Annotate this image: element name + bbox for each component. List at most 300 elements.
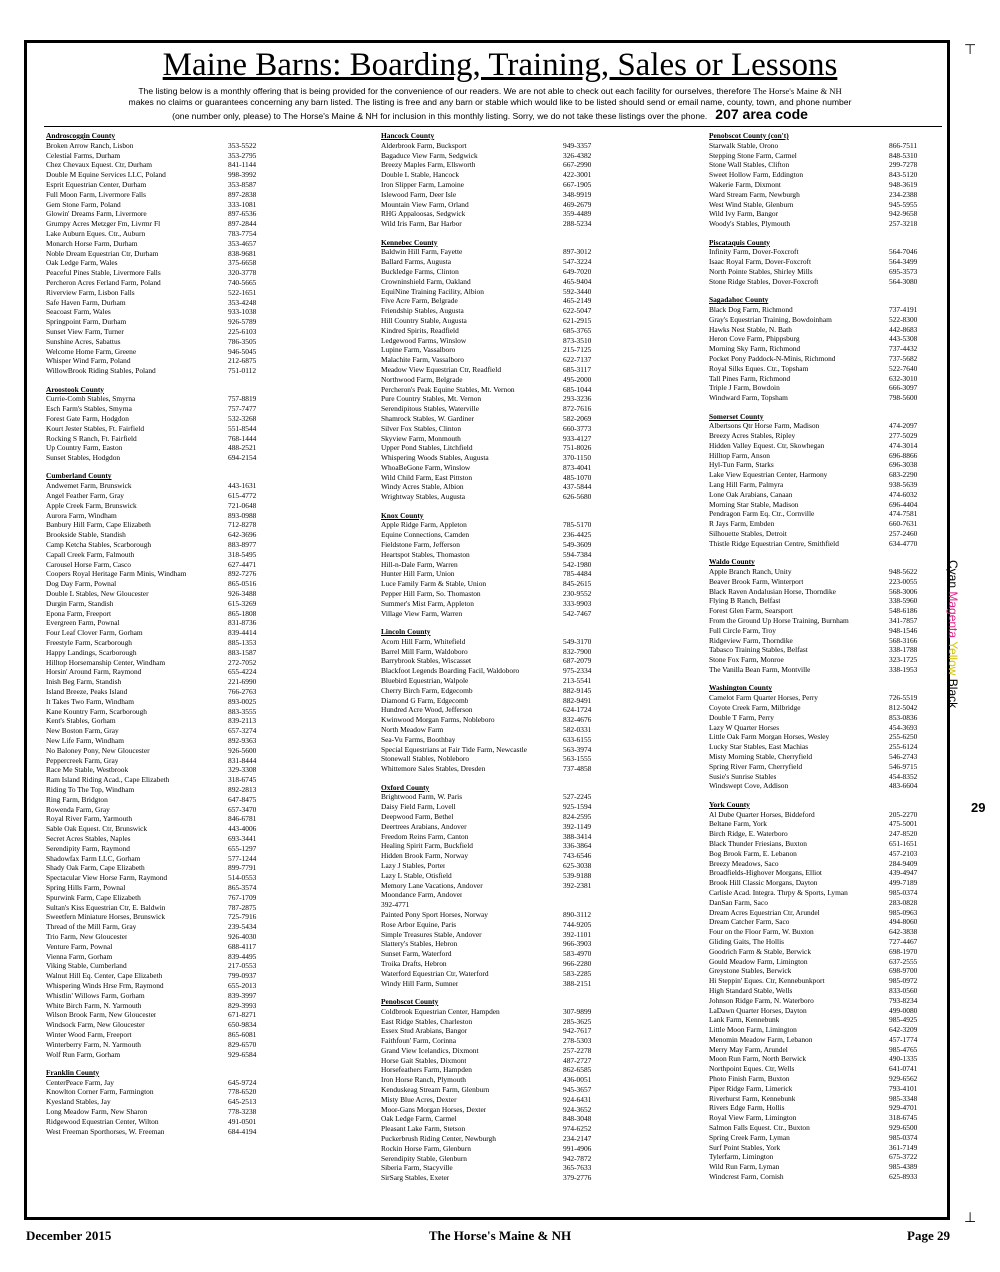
barn-name: Beltane Farm, York — [709, 819, 767, 829]
barn-phone: 948-1546 — [889, 625, 918, 635]
barn-phone: 655-1297 — [228, 843, 257, 853]
barn-phone: 985-4765 — [889, 1044, 918, 1054]
barn-name: Luce Family Farm & Stable, Union — [381, 579, 487, 589]
barn-phone: 737-5682 — [889, 353, 918, 363]
barn-name: WhoaBeGone Farm, Winslow — [381, 462, 471, 472]
barn-name: Breezy Maples Farm, Ellsworth — [381, 160, 476, 170]
barn-phone: 353-5522 — [228, 140, 257, 150]
barn-listing — [709, 364, 945, 374]
barn-listing — [709, 344, 945, 354]
barn-listing — [709, 529, 945, 539]
barn-listing — [46, 912, 270, 922]
barn-name: Albertsons Qtr Horse Farm, Madison — [709, 421, 820, 431]
barn-name: Siberia Farm, Stacyville — [381, 1163, 453, 1173]
barn-name: Four on the Floor Farm, W. Buxton — [709, 927, 814, 937]
barn-phone: 892-9363 — [228, 736, 257, 745]
barn-name: Rocking S Ranch, Ft. Fairfield — [46, 433, 137, 443]
barn-phone: 474-3014 — [889, 440, 918, 450]
barn-listing — [709, 587, 945, 597]
county-heading: Cumberland County — [46, 471, 112, 481]
barn-listing — [709, 1035, 945, 1045]
barn-listing — [46, 765, 270, 775]
barn-name: Brook Hill Classic Morgans, Dayton — [709, 878, 818, 888]
barn-name: Flying B Ranch, Belfast — [709, 596, 781, 606]
barn-phone: 768-1444 — [228, 433, 257, 443]
barn-listing — [46, 716, 270, 726]
barn-phone: 843-5120 — [889, 170, 918, 180]
barn-phone: 942-9658 — [889, 209, 918, 219]
barn-name: East Ridge Stables, Charleston — [381, 1016, 473, 1026]
intro-line1b: The Horse's Maine & NH — [753, 86, 842, 96]
barn-name: Percheron's Peak Equine Stables, Mt. Vernon — [381, 384, 515, 394]
barn-name: New Boston Farm, Gray — [46, 726, 119, 736]
barn-name: Hunter Hill Farm, Union — [381, 569, 455, 579]
barn-phone: 353-2795 — [228, 150, 257, 160]
barn-listing — [709, 1064, 945, 1074]
barn-listing — [709, 470, 945, 480]
barn-phone: 642-3696 — [228, 530, 257, 540]
county-heading: Washington County — [709, 683, 773, 693]
barn-name: Starwalk Stable, Orono — [709, 140, 779, 150]
barn-listing — [381, 851, 621, 861]
barn-listing — [709, 577, 945, 587]
barn-name: Apple Creek Farm, Brunswick — [46, 500, 137, 510]
barn-listing — [46, 239, 270, 249]
barn-listing — [381, 550, 621, 560]
barn-name: Wild Child Farm, East Pittston — [381, 472, 473, 482]
barn-phone: 333-9903 — [563, 598, 592, 608]
barn-name: Misty Blue Acres, Dexter — [381, 1094, 457, 1104]
barn-phone: 853-0836 — [889, 712, 918, 722]
barn-listing — [46, 628, 270, 638]
barn-phone: 532-3268 — [228, 413, 257, 423]
barn-listing — [46, 209, 270, 219]
barn-listing — [709, 636, 945, 646]
barn-name: Painted Pony Sport Horses, Norway — [381, 909, 488, 919]
barn-name: Kyesland Stables, Jay — [46, 1097, 111, 1107]
barn-phone: 938-5639 — [889, 480, 918, 490]
barn-listing — [709, 976, 945, 986]
barn-name: Sea-Vu Farms, Boothbay — [381, 734, 456, 744]
barn-listing — [46, 511, 270, 521]
barn-phone: 991-4906 — [563, 1143, 592, 1153]
barn-listing — [46, 746, 270, 756]
barn-listing — [46, 160, 270, 170]
barn-phone: 657-3470 — [228, 804, 257, 814]
barn-listing — [709, 878, 945, 888]
barn-phone: 799-0937 — [228, 971, 257, 981]
barn-phone: 353-4248 — [228, 297, 257, 307]
barn-phone: 926-4030 — [228, 931, 257, 941]
county-section — [709, 238, 945, 287]
barn-name: Sweet Hollow Farm, Eddington — [709, 170, 804, 180]
county-section — [381, 131, 621, 229]
barn-name: Ledgewood Farms, Winslow — [381, 335, 467, 345]
barn-name: Wild Run Farm, Lyman — [709, 1162, 780, 1172]
barn-listing — [709, 1025, 945, 1035]
barn-listing — [46, 530, 270, 540]
intro-line3 — [110, 108, 870, 123]
barn-phone: 277-5029 — [889, 431, 918, 441]
barn-name: Viking Stable, Cumberland — [46, 961, 127, 971]
barn-phone: 787-2875 — [228, 902, 257, 912]
barn-name: Rose Arbor Equine, Paris — [381, 919, 457, 929]
barn-name: Epona Farm, Freeport — [46, 608, 112, 618]
barn-listing — [709, 451, 945, 461]
barn-listing — [46, 249, 270, 259]
barn-phone: 695-3573 — [889, 266, 918, 276]
barn-name: Andwemet Farm, Brunswick — [46, 481, 132, 491]
barn-listing — [381, 316, 621, 326]
barn-name: Silver Fox Stables, Clinton — [381, 423, 462, 433]
barn-listing — [709, 247, 945, 257]
barn-phone: 494-8060 — [889, 917, 918, 927]
county-section — [709, 800, 945, 1182]
barn-listing — [709, 839, 945, 849]
barn-name: Thistle Ridge Equestrian Centre, Smithfield — [709, 538, 839, 548]
barn-listing — [709, 567, 945, 577]
barn-listing — [381, 530, 621, 540]
barn-name: Hill Country Stable, Augusta — [381, 315, 467, 325]
barn-phone: 299-7278 — [889, 160, 918, 170]
barn-phone: 626-5680 — [563, 492, 592, 502]
barn-phone: 236-4425 — [563, 530, 592, 540]
barn-name: 392-4771 — [381, 900, 410, 910]
barn-name: Black Raven Andalusian Horse, Thorndike — [709, 586, 836, 596]
barn-listing — [709, 1103, 945, 1113]
county-heading: Franklin County — [46, 1067, 100, 1077]
barn-listing — [381, 939, 621, 949]
barn-name: Gray's Equestrian Training, Bowdoinham — [709, 314, 832, 324]
barn-phone: 551-8544 — [228, 423, 257, 433]
barn-name: Kent's Stables, Gorham — [46, 716, 116, 726]
barn-listing — [46, 981, 270, 991]
barn-listing — [46, 677, 270, 687]
barn-phone: 671-8271 — [228, 1010, 257, 1020]
barn-listing — [46, 903, 270, 913]
barn-name: Black Thunder Friesians, Buxton — [709, 838, 807, 848]
barn-name: Hilltop Horsemanship Center, Windham — [46, 657, 166, 667]
barn-name: Island Breeze, Peaks Island — [46, 687, 128, 697]
barn-name: Infinity Farm, Dover-Foxcroft — [709, 247, 799, 257]
barn-phone: 829-6570 — [228, 1039, 257, 1049]
barn-name: Carlisle Acad. Integra. Thrpy & Sports, Lyman — [709, 887, 848, 897]
barn-name: Royal View Farm, Limington — [709, 1113, 797, 1123]
barn-listing — [381, 1085, 621, 1095]
barn-phone: 744-9205 — [563, 919, 592, 929]
barn-name: Blackfoot Legends Boarding Facil, Waldoboro — [381, 666, 520, 676]
barn-listing — [46, 785, 270, 795]
barn-phone: 829-3993 — [228, 1000, 257, 1010]
barn-listing — [381, 540, 621, 550]
barn-listing — [709, 626, 945, 636]
barn-listing — [381, 812, 621, 822]
barn-name: Evergreen Farm, Pownal — [46, 618, 120, 628]
barn-listing — [381, 141, 621, 151]
footer-publication: The Horse's Maine & NH — [428, 1228, 572, 1243]
barn-phone: 882-9491 — [563, 695, 592, 705]
barn-phone: 649-7020 — [563, 266, 592, 276]
barn-phone: 359-4489 — [563, 209, 592, 219]
barn-phone: 326-4382 — [563, 150, 592, 160]
barn-phone: 499-0080 — [889, 1005, 918, 1015]
barn-phone: 318-5495 — [228, 549, 257, 559]
barn-name: Sunset Farm, Waterford — [381, 949, 452, 959]
barn-phone: 465-9404 — [563, 276, 592, 286]
barn-phone: 583-2285 — [563, 968, 592, 978]
barn-listing — [381, 520, 621, 530]
barn-phone: 634-4770 — [889, 538, 918, 548]
barn-listing — [709, 257, 945, 267]
barn-phone: 522-8300 — [889, 314, 918, 324]
barn-phone: 318-6745 — [228, 775, 257, 785]
barn-phone: 547-3224 — [563, 257, 592, 267]
barn-name: Troika Drafts, Hebron — [381, 958, 447, 968]
barn-listing — [46, 795, 270, 805]
county-heading: Oxford County — [381, 782, 430, 792]
barn-listing — [709, 947, 945, 957]
barn-phone: 838-9681 — [228, 248, 257, 258]
barn-listing — [381, 326, 621, 336]
barn-phone: 392-2381 — [563, 880, 592, 890]
barn-name: Whispering Woods Stables, Augusta — [381, 453, 489, 463]
registration-mark-top: ⊤ — [964, 43, 977, 58]
barn-phone: 685-3765 — [563, 325, 592, 335]
barn-phone: 985-0374 — [889, 887, 918, 897]
barn-phone: 949-3357 — [563, 140, 592, 150]
barn-phone: 737-4858 — [563, 764, 592, 774]
barn-phone: 627-4471 — [228, 559, 257, 569]
barn-name: Baldwin Hill Farm, Fayette — [381, 247, 463, 257]
intro-line3b: The Horse's Maine & NH for inclusion in this monthly listing. Sorry, we do not take these listings over the phone. — [283, 111, 708, 121]
barn-name: Grand View Icelandics, Dixmont — [381, 1045, 479, 1055]
barn-name: Tabasco Training Stables, Belfast — [709, 645, 808, 655]
barn-phone: 247-8520 — [889, 829, 918, 839]
barn-listing — [381, 453, 621, 463]
barn-phone: 205-2270 — [889, 809, 918, 819]
barn-phone: 948-3619 — [889, 179, 918, 189]
barn-phone: 655-2013 — [228, 980, 257, 990]
barn-name: Apple Branch Ranch, Unity — [709, 567, 792, 577]
barn-listing — [46, 404, 270, 414]
barn-listing — [381, 560, 621, 570]
barn-listing — [46, 307, 270, 317]
county-heading: York County — [709, 799, 750, 809]
barn-listing — [46, 141, 270, 151]
barn-name: Trio Farm, New Gloucester — [46, 931, 128, 941]
barn-phone: 929-6562 — [889, 1074, 918, 1084]
barn-phone: 727-4467 — [889, 936, 918, 946]
barn-phone: 439-4947 — [889, 868, 918, 878]
barn-phone: 255-6124 — [889, 742, 918, 752]
barn-name: Lazy J Stables, Porter — [381, 860, 446, 870]
barn-listing — [381, 920, 621, 930]
barn-phone: 893-0025 — [228, 696, 257, 706]
listing-column-3 — [709, 131, 945, 1190]
barn-listing — [381, 1134, 621, 1144]
barn-listing — [709, 713, 945, 723]
barn-phone: 582-0331 — [563, 725, 592, 734]
barn-listing — [381, 647, 621, 657]
barn-listing — [709, 849, 945, 859]
barn-phone: 883-8977 — [228, 540, 257, 550]
barn-listing — [46, 434, 270, 444]
barn-listing — [381, 492, 621, 502]
barn-listing — [381, 160, 621, 170]
barn-listing — [381, 841, 621, 851]
barn-listing — [709, 190, 945, 200]
barn-name: Isaac Royal Farm, Dover-Foxcroft — [709, 257, 812, 267]
barn-name: Equine Connections, Camden — [381, 530, 470, 540]
barn-phone: 621-2915 — [563, 315, 592, 325]
barn-listing — [381, 979, 621, 989]
barn-phone: 615-3269 — [228, 598, 257, 608]
barn-phone: 457-2103 — [889, 848, 918, 858]
barn-listing — [381, 1124, 621, 1134]
barn-name: Crowninshield Farm, Oakland — [381, 276, 471, 286]
barn-listing — [709, 986, 945, 996]
barn-listing — [46, 317, 270, 327]
color-bar-labels — [946, 560, 960, 708]
barn-listing — [46, 491, 270, 501]
barn-phone: 285-3625 — [563, 1016, 592, 1026]
barn-phone: 942-7872 — [563, 1153, 592, 1163]
barn-name: Beaver Brook Farm, Winterport — [709, 576, 804, 586]
barn-listing — [381, 1075, 621, 1085]
barn-listing — [709, 460, 945, 470]
barn-name: Heron Cove Farm, Phippsburg — [709, 334, 800, 344]
barn-phone: 897-2844 — [228, 219, 257, 229]
barn-name: Ward Stream Farm, Newburgh — [709, 189, 800, 199]
barn-phone: 757-7477 — [228, 404, 257, 414]
barn-name: Friendship Stables, Augusta — [381, 306, 464, 316]
barn-phone: 341-7857 — [889, 616, 918, 626]
barn-phone: 726-5519 — [889, 693, 918, 703]
barn-name: Healing Spirit Farm, Buckfield — [381, 841, 473, 851]
barn-listing — [46, 1087, 270, 1097]
barn-phone: 564-3080 — [889, 276, 918, 286]
barn-phone: 465-2149 — [563, 296, 592, 306]
barn-phone: 839-3997 — [228, 990, 257, 1000]
barn-listing — [46, 219, 270, 229]
barn-listing — [46, 854, 270, 864]
barn-listing — [709, 752, 945, 762]
barn-listing — [46, 258, 270, 268]
barn-listing — [46, 1078, 270, 1088]
barn-listing — [381, 656, 621, 666]
area-code-note: 207 area code — [715, 106, 808, 122]
barn-listing — [381, 180, 621, 190]
barn-listing — [709, 1143, 945, 1153]
barn-name: Esprit Equestrian Center, Durham — [46, 179, 147, 189]
barn-name: Brookside Stable, Standish — [46, 530, 126, 540]
barn-phone: 873-4041 — [563, 462, 592, 472]
barn-name: Full Circle Farm, Troy — [709, 625, 776, 635]
barn-listing — [46, 873, 270, 883]
barn-listing — [381, 589, 621, 599]
barn-listing — [381, 267, 621, 277]
barn-listing — [46, 1127, 270, 1137]
barn-listing — [709, 1015, 945, 1025]
barn-phone: 338-5960 — [889, 596, 918, 606]
barn-listing — [46, 366, 270, 376]
barn-name: Sunshine Acres, Sabattus — [46, 336, 121, 346]
barn-phone: 751-8026 — [563, 443, 592, 453]
barn-name: Windswept Cove, Addison — [709, 781, 789, 791]
barn-name: Islewood Farm, Deer Isle — [381, 189, 457, 199]
barn-listing — [46, 1010, 270, 1020]
barn-listing — [46, 190, 270, 200]
barn-phone: 379-2776 — [563, 1173, 592, 1183]
barn-name: Pendragon Farm Eq. Ctr., Cornville — [709, 509, 815, 519]
barn-phone: 563-1555 — [563, 754, 592, 764]
barn-name: Wakerie Farm, Dixmont — [709, 179, 781, 189]
barn-phone: 657-3274 — [228, 726, 257, 736]
barn-listing — [46, 337, 270, 347]
barn-listing — [46, 618, 270, 628]
barn-name: Stone Ridge Stables, Dover-Foxcroft — [709, 276, 819, 286]
county-heading: Piscataquis County — [709, 237, 770, 247]
header-divider — [44, 126, 942, 127]
barn-listing — [381, 637, 621, 647]
barn-listing — [381, 949, 621, 959]
barn-phone: 696-8866 — [889, 450, 918, 460]
barn-phone: 693-3441 — [228, 833, 257, 843]
footer-page: Page 29 — [907, 1228, 950, 1243]
barn-phone: 712-8278 — [228, 520, 257, 530]
barn-listing — [709, 772, 945, 782]
barn-phone: 824-2595 — [563, 811, 592, 821]
barn-listing — [709, 480, 945, 490]
barn-listing — [381, 871, 621, 881]
barn-name: Esch Farm's Stables, Smyrna — [46, 404, 132, 414]
barn-name: Sunset Stables, Hodgdon — [46, 453, 121, 463]
barn-phone: 831-8444 — [228, 755, 257, 765]
barn-listing — [46, 288, 270, 298]
barn-name: Sweetfern Miniature Horses, Brunswick — [46, 912, 166, 922]
barn-phone: 568-3006 — [889, 586, 918, 596]
barn-listing — [381, 365, 621, 375]
barn-listing — [46, 170, 270, 180]
county-heading: Sagadahoc County — [709, 295, 769, 305]
barn-listing — [381, 802, 621, 812]
barn-phone: 495-2000 — [563, 374, 592, 384]
barn-listing — [709, 1133, 945, 1143]
county-heading: Lincoln County — [381, 627, 431, 637]
barn-name: Wilson Brook Farm, New Gloucester — [46, 1010, 157, 1020]
barn-phone: 897-3012 — [563, 247, 592, 257]
barn-phone: 577-1244 — [228, 853, 257, 863]
barn-phone: 865-3574 — [228, 882, 257, 892]
barn-listing — [709, 1084, 945, 1094]
barn-phone: 625-3038 — [563, 860, 592, 870]
barn-name: Morning Sky Farm, Richmond — [709, 344, 801, 354]
barn-name: Moor-Gans Morgan Horses, Dexter — [381, 1104, 487, 1114]
barn-name: Alderbrook Farm, Bucksport — [381, 140, 467, 150]
barn-name: R Jays Farm, Embden — [709, 519, 775, 529]
barn-name: Little Oak Farm Morgan Horses, Wesley — [709, 732, 830, 742]
barn-phone: 255-6250 — [889, 732, 918, 742]
barn-name: Chez Chevaux Equest. Ctr, Durham — [46, 160, 153, 170]
barn-name: Moon Run Farm, North Berwick — [709, 1054, 807, 1064]
barn-phone: 933-4127 — [563, 433, 592, 443]
barn-listing — [46, 200, 270, 210]
barn-name: Royal River Farm, Yarmouth — [46, 814, 133, 824]
barn-listing — [709, 334, 945, 344]
barn-name: Daisy Field Farm, Lovell — [381, 802, 456, 812]
barn-listing — [709, 693, 945, 703]
barn-name: Diamond G Farm, Edgecomb — [381, 695, 469, 705]
